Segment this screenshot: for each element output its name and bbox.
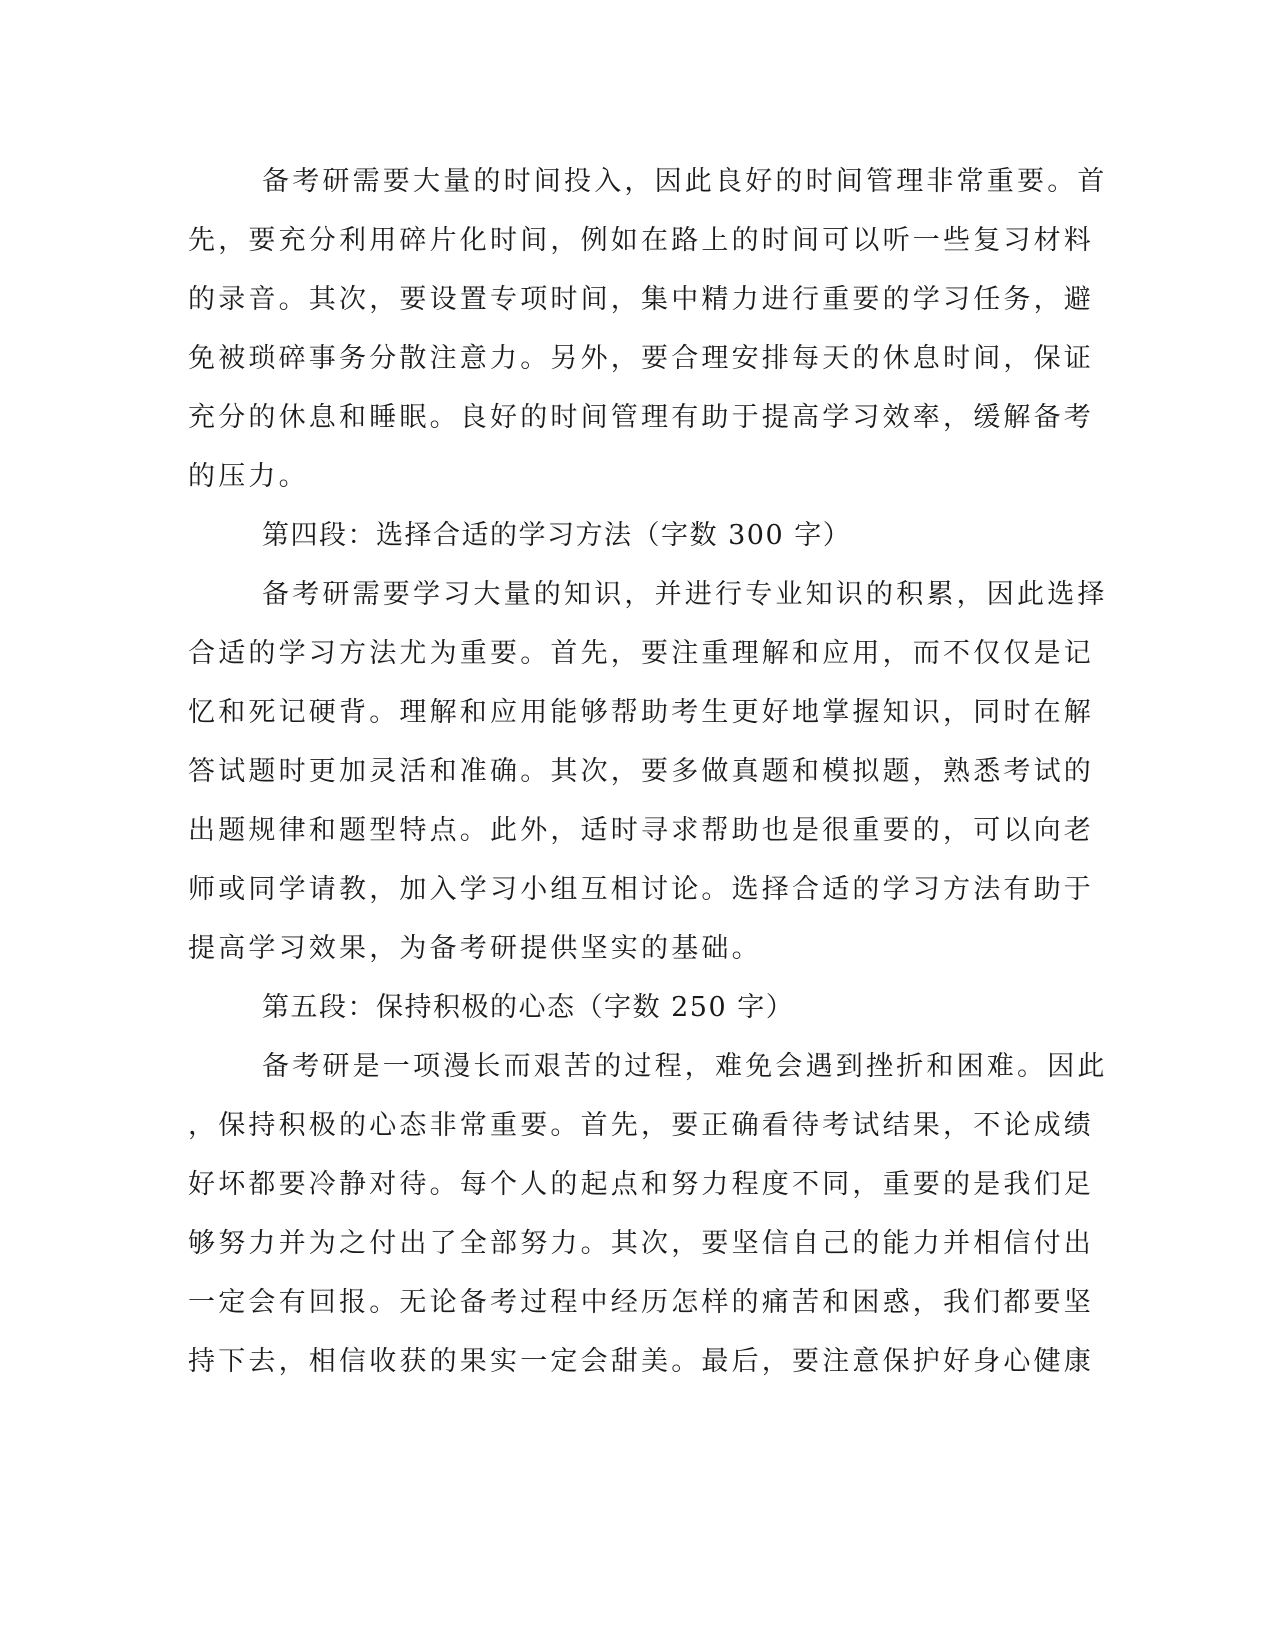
- paragraph-4-line-7: 提高学习效果，为备考研提供坚实的基础。: [188, 933, 762, 964]
- paragraph-5-line-3: 好坏都要冷静对待。每个人的起点和努力程度不同，重要的是我们足: [188, 1169, 1094, 1200]
- paragraph-4-line-6: 师或同学请教，加入学习小组互相讨论。选择合适的学习方法有助于: [188, 874, 1094, 905]
- paragraph-3-line-3: 的录音。其次，要设置专项时间，集中精力进行重要的学习任务，避: [188, 284, 1094, 315]
- paragraph-4-line-3: 忆和死记硬背。理解和应用能够帮助考生更好地掌握知识，同时在解: [188, 697, 1094, 728]
- paragraph-4-line-4: 答试题时更加灵活和准确。其次，要多做真题和模拟题，熟悉考试的: [188, 756, 1094, 787]
- paragraph-5-line-1: 备考研是一项漫长而艰苦的过程，难免会遇到挫折和困难。因此: [262, 1051, 1108, 1082]
- paragraph-5-line-4: 够努力并为之付出了全部努力。其次，要坚信自己的能力并相信付出: [188, 1228, 1094, 1259]
- paragraph-4-line-5: 出题规律和题型特点。此外，适时寻求帮助也是很重要的，可以向老: [188, 815, 1094, 846]
- paragraph-4-line-2: 合适的学习方法尤为重要。首先，要注重理解和应用，而不仅仅是记: [188, 638, 1094, 669]
- section-heading-5: 第五段：保持积极的心态（字数 250 字）: [262, 992, 795, 1023]
- paragraph-3-line-2: 先，要充分利用碎片化时间，例如在路上的时间可以听一些复习材料: [188, 225, 1094, 256]
- paragraph-3-line-6: 的压力。: [188, 461, 309, 492]
- paragraph-5-line-2: ，保持积极的心态非常重要。首先，要正确看待考试结果，不论成绩: [188, 1110, 1094, 1141]
- paragraph-3-line-1: 备考研需要大量的时间投入，因此良好的时间管理非常重要。首: [262, 166, 1108, 197]
- paragraph-5-line-5: 一定会有回报。无论备考过程中经历怎样的痛苦和困惑，我们都要坚: [188, 1287, 1094, 1318]
- paragraph-3-line-4: 免被琐碎事务分散注意力。另外，要合理安排每天的休息时间，保证: [188, 343, 1094, 374]
- paragraph-4-line-1: 备考研需要学习大量的知识，并进行专业知识的积累，因此选择: [262, 579, 1108, 610]
- section-heading-4: 第四段：选择合适的学习方法（字数 300 字）: [262, 520, 852, 551]
- paragraph-5-line-6: 持下去，相信收获的果实一定会甜美。最后，要注意保护好身心健康: [188, 1346, 1094, 1377]
- paragraph-3-line-5: 充分的休息和睡眠。良好的时间管理有助于提高学习效率，缓解备考: [188, 402, 1094, 433]
